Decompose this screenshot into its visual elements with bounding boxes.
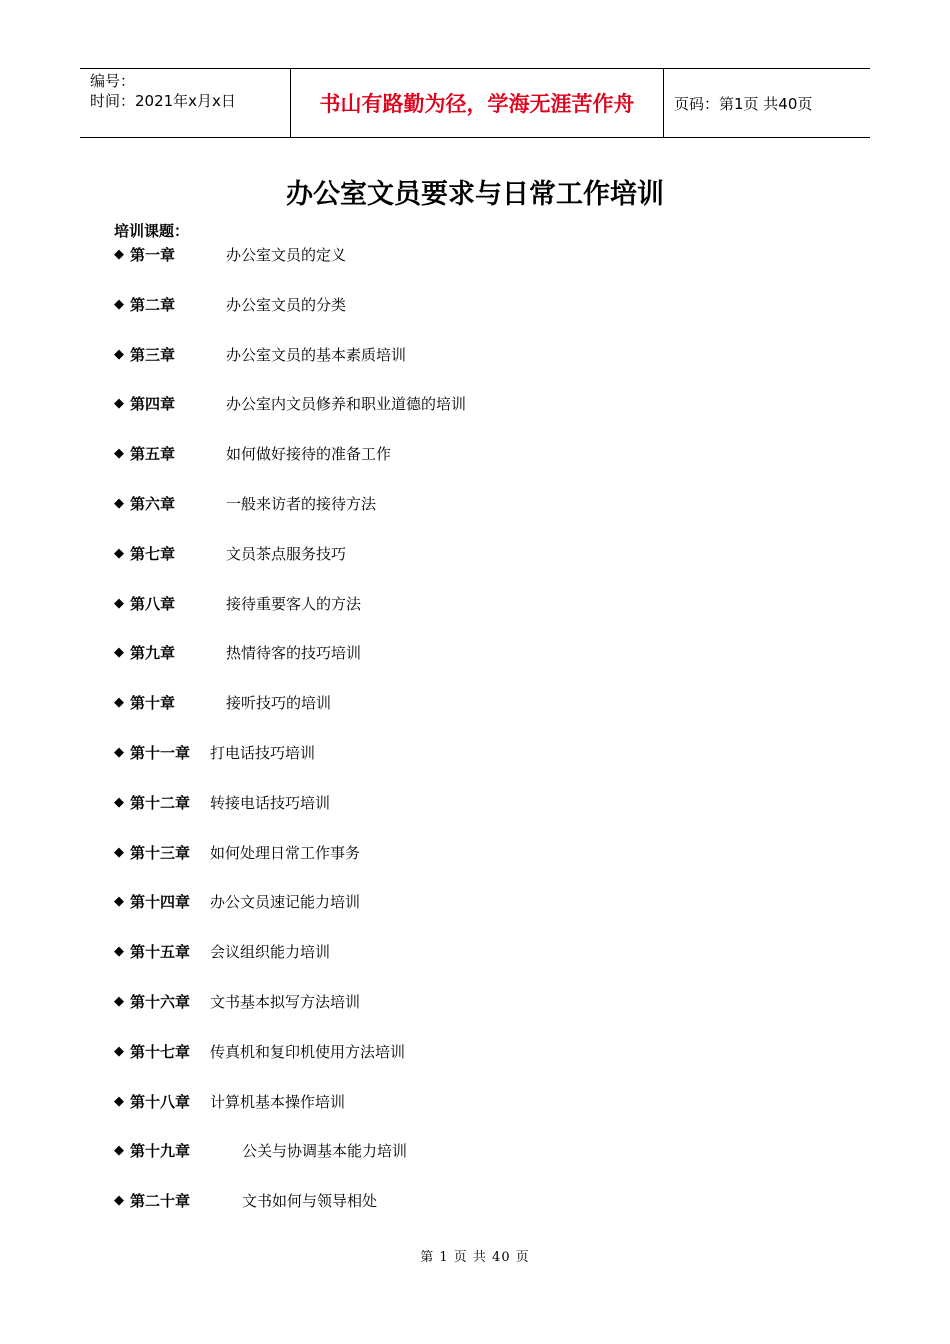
chapter-item — [114, 1140, 814, 1190]
chapter-number: 第八章 — [130, 594, 176, 613]
chapter-number: 第二章 — [130, 295, 176, 314]
diamond-icon: ◆ — [114, 993, 124, 1009]
chapter-number: 第十章 — [130, 694, 176, 713]
chapter-number: 第十五章 — [130, 943, 191, 962]
chapter-item — [114, 1091, 814, 1141]
chapter-item — [114, 294, 814, 344]
diamond-icon: ◆ — [114, 247, 124, 262]
chapter-title: 办公文员速记能力培训 — [210, 893, 361, 912]
chapter-item — [114, 1190, 814, 1240]
diamond-icon: ◆ — [114, 1143, 124, 1159]
chapter-title: 一般来访者的接待方法 — [226, 494, 377, 513]
diamond-icon: ◆ — [114, 844, 124, 860]
chapter-number: 第四章 — [130, 395, 176, 414]
chapter-item — [114, 742, 814, 792]
chapter-number: 第六章 — [130, 494, 176, 513]
chapter-item — [114, 991, 814, 1041]
diamond-icon: ◆ — [114, 645, 124, 661]
topics-label: 培训课题： — [114, 222, 190, 240]
chapter-item — [114, 891, 814, 941]
diamond-icon: ◆ — [114, 595, 124, 611]
chapter-number: 第十二章 — [130, 793, 191, 812]
chapter-number: 第五章 — [130, 445, 176, 464]
diamond-icon: ◆ — [114, 695, 124, 711]
chapter-title: 热情待客的技巧培训 — [226, 644, 362, 663]
chapter-title: 文员茶点服务技巧 — [226, 544, 347, 563]
chapter-item — [114, 941, 814, 991]
diamond-icon: ◆ — [114, 744, 124, 760]
chapter-title: 如何做好接待的准备工作 — [226, 445, 392, 464]
chapter-number: 第十七章 — [130, 1042, 191, 1061]
chapter-number: 第一章 — [130, 246, 176, 264]
chapter-title: 接待重要客人的方法 — [226, 594, 362, 613]
chapter-title: 打电话技巧培训 — [210, 743, 316, 762]
chapter-title: 会议组织能力培训 — [210, 943, 331, 962]
chapter-item — [114, 1041, 814, 1091]
diamond-icon: ◆ — [114, 396, 124, 412]
chapter-number: 第十九章 — [130, 1142, 191, 1161]
document-title: 办公室文员要求与日常工作培训 — [286, 179, 664, 210]
chapter-title: 计算机基本操作培训 — [210, 1092, 346, 1111]
diamond-icon: ◆ — [114, 296, 124, 312]
chapter-list — [114, 244, 814, 1240]
chapter-title: 文书基本拟写方法培训 — [210, 992, 361, 1011]
diamond-icon: ◆ — [114, 1093, 124, 1109]
chapter-title: 办公室内文员修养和职业道德的培训 — [226, 395, 467, 414]
chapter-item — [114, 493, 814, 543]
diamond-icon: ◆ — [114, 346, 124, 362]
chapter-item — [114, 344, 814, 394]
diamond-icon: ◆ — [114, 944, 124, 960]
diamond-icon: ◆ — [114, 794, 124, 810]
chapter-title: 公关与协调基本能力培训 — [242, 1142, 408, 1161]
chapter-title: 转接电话技巧培训 — [210, 793, 331, 812]
chapter-number: 第九章 — [130, 644, 176, 663]
chapter-number: 第七章 — [130, 544, 176, 563]
diamond-icon: ◆ — [114, 446, 124, 462]
chapter-item — [114, 244, 814, 294]
chapter-number: 第三章 — [130, 345, 176, 364]
chapter-title: 办公室文员的定义 — [226, 246, 347, 264]
chapter-item — [114, 593, 814, 643]
page-header — [80, 68, 870, 138]
number-label: 编号： — [90, 72, 136, 90]
chapter-number: 第十一章 — [130, 743, 191, 762]
chapter-number: 第十四章 — [130, 893, 191, 912]
chapter-title: 办公室文员的分类 — [226, 295, 347, 314]
chapter-item — [114, 543, 814, 593]
diamond-icon: ◆ — [114, 545, 124, 561]
chapter-item — [114, 792, 814, 842]
page-footer: 第 1 页 共 40 页 — [420, 1250, 530, 1265]
chapter-title: 如何处理日常工作事务 — [210, 843, 361, 862]
diamond-icon: ◆ — [114, 894, 124, 910]
chapter-number: 第二十章 — [130, 1192, 191, 1211]
chapter-title: 办公室文员的基本素质培训 — [226, 345, 407, 364]
time-label: 时间：2021年x月x日 — [90, 92, 236, 110]
chapter-item — [114, 692, 814, 742]
header-meta — [80, 69, 290, 137]
diamond-icon: ◆ — [114, 1193, 124, 1209]
chapter-title: 接听技巧的培训 — [226, 694, 332, 713]
chapter-title: 文书如何与领导相处 — [242, 1192, 378, 1211]
header-page-info: 页码：第1页 共40页 — [674, 94, 813, 113]
diamond-icon: ◆ — [114, 495, 124, 511]
chapter-number: 第十六章 — [130, 992, 191, 1011]
header-motto: 书山有路勤为径，学海无涯苦作舟 — [290, 69, 664, 137]
chapter-number: 第十三章 — [130, 843, 191, 862]
chapter-item — [114, 393, 814, 443]
chapter-title: 传真机和复印机使用方法培训 — [210, 1042, 406, 1061]
chapter-item — [114, 443, 814, 493]
chapter-number: 第十八章 — [130, 1092, 191, 1111]
chapter-item — [114, 642, 814, 692]
diamond-icon: ◆ — [114, 1043, 124, 1059]
chapter-item — [114, 842, 814, 892]
